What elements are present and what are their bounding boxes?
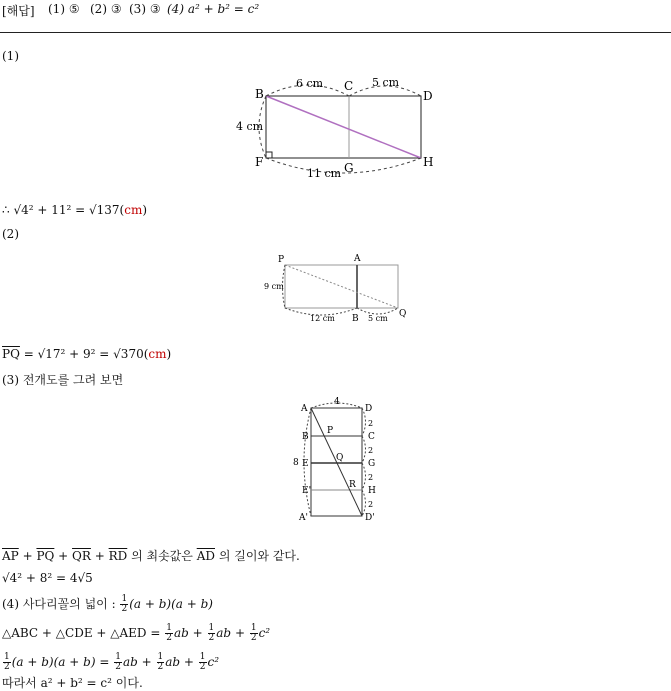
part4-equality-line [2, 653, 219, 672]
fig2-label-A: A [354, 254, 361, 264]
half-fraction: $\frac{1}{2}$ [121, 594, 128, 614]
part3-sum-line: $\overline{AP} + \overline{PQ} + \overline{QR} + \overline{RD}$ 의 최솟값은 $\overline{AD}$ 의 길이와 같다. [2, 549, 300, 563]
plus-sign: + [183, 655, 194, 669]
term-ab: ab [173, 626, 189, 640]
fig3-label-Dp: D' [365, 513, 375, 523]
fig3-arc-r3 [362, 463, 366, 490]
seg-ap: $\overline{AP}$ [2, 549, 19, 563]
half-fraction: $\frac{1}{2}$ [199, 652, 206, 672]
fig1-label-D: D [423, 89, 433, 103]
plus-sign: + [192, 626, 203, 640]
fig3-label-Ep: E' [302, 486, 312, 496]
part2-eq-math: = √17² + 9² = √370( [23, 347, 149, 361]
term-ab: ab [122, 655, 138, 669]
part3-result: √4² + 8² = 4√5 [2, 571, 93, 585]
fig2-diagonal [285, 265, 398, 308]
fig2-len-left: 9 cm [264, 282, 284, 291]
fig1-label-C: C [344, 79, 354, 93]
fig3-label-Q: Q [336, 453, 344, 463]
fig1-len-fh: 11 cm [307, 167, 342, 180]
answer-item-3: (3) ③ [129, 2, 161, 16]
part2-close: ) [166, 347, 172, 361]
answer-item-2: (2) ③ [90, 2, 122, 16]
fig1-diagonal [266, 96, 421, 158]
fig3-len-left: 8 [293, 458, 299, 468]
fig3-arc-r2 [362, 436, 366, 463]
half-fraction: $\frac{1}{2}$ [250, 623, 257, 643]
plus-sign: + [141, 655, 152, 669]
fig1-label-B: B [255, 87, 264, 101]
fig2-len-bot1: 12 cm [310, 314, 335, 323]
fig3-label-H: H [368, 486, 376, 496]
figure-3 [285, 396, 385, 526]
fig1-len-bf: 4 cm [236, 120, 264, 133]
fig3-len-r1: 2 [368, 419, 374, 428]
half-fraction: $\frac{1}{2}$ [4, 652, 10, 672]
part3-suffix: 의 최솟값은 [131, 549, 193, 563]
term-ab: ab [216, 626, 232, 640]
fig2-label-Q: Q [399, 309, 407, 319]
part2-unit: cm [148, 347, 167, 361]
fig1-label-G: G [344, 161, 354, 175]
part4-sum-line [2, 624, 270, 643]
part4-conclusion: 따라서 a² + b² = c² 이다. [2, 676, 143, 690]
part3-label: (3) 전개도를 그려 보면 [2, 373, 124, 387]
part2-equation [2, 347, 171, 361]
fig1-len-bc: 6 cm [296, 77, 324, 90]
fig3-len-r4: 2 [368, 500, 374, 509]
fig1-right-angle [266, 152, 272, 158]
part1-unit: cm [124, 203, 143, 217]
term-c2: c² [207, 655, 220, 669]
part1-eq-math: √4² + 11² = √137( [13, 203, 125, 217]
answer-item-1: (1) ⑤ [48, 2, 80, 16]
part2-label: (2) [2, 227, 19, 241]
part1-label: (1) [2, 49, 19, 63]
fig2-len-bot2: 5 cm [368, 314, 388, 323]
answer-item-4: (4) a² + b² = c² [167, 2, 260, 16]
seg-rd: $\overline{RD}$ [108, 549, 128, 563]
half-fraction: $\frac{1}{2}$ [157, 652, 164, 672]
seg-pq: $\overline{PQ}$ [36, 549, 55, 563]
pq-segment: $\overline{PQ}$ [2, 347, 20, 361]
part4-area-line [2, 595, 213, 614]
half-fraction: $\frac{1}{2}$ [115, 652, 121, 672]
line3-lhs: (a + b)(a + b) = [11, 655, 110, 669]
fig3-label-C: C [368, 432, 375, 442]
term-c2: c² [258, 626, 271, 640]
fig1-label-F: F [255, 155, 264, 169]
fig3-label-B: B [302, 432, 309, 442]
fig3-label-D: D [365, 404, 373, 414]
fig1-len-cd: 5 cm [372, 76, 400, 89]
part4-area-expr: (a + b)(a + b) [129, 597, 213, 611]
fig1-label-H: H [423, 155, 434, 169]
fig3-label-R: R [349, 480, 356, 490]
part1-close: ) [142, 203, 148, 217]
fig3-len-r2: 2 [368, 446, 374, 455]
fig3-label-P: P [327, 426, 334, 436]
half-fraction: $\frac{1}{2}$ [208, 623, 215, 643]
fig2-label-P: P [278, 255, 285, 265]
therefore-sign: ∴ [2, 203, 10, 217]
answer-label: [해답] [2, 4, 35, 18]
fig3-len-r3: 2 [368, 473, 374, 482]
fig3-label-A: A [301, 404, 308, 414]
seg-ad: $\overline{AD}$ [196, 549, 215, 563]
half-fraction: $\frac{1}{2}$ [166, 623, 172, 643]
fig3-label-E: E [302, 459, 309, 469]
seg-qr: $\overline{QR}$ [72, 549, 91, 563]
fig3-label-Ap: A' [299, 513, 308, 523]
part1-equation [2, 203, 147, 217]
figure-2 [258, 250, 418, 330]
fig3-label-G: G [368, 459, 376, 469]
term-ab: ab [165, 655, 181, 669]
figure-1 [230, 70, 450, 185]
fig2-label-B: B [352, 314, 359, 324]
header-divider [0, 32, 671, 33]
plus-sign: + [234, 626, 246, 640]
part3-end: 의 길이와 같다. [218, 549, 300, 563]
fig3-len-top: 4 [334, 397, 340, 407]
triangle-sum-lhs: △ABC + △CDE + △AED = [2, 626, 161, 640]
part4-label: (4) 사다리꼴의 넓이 : [2, 597, 116, 611]
